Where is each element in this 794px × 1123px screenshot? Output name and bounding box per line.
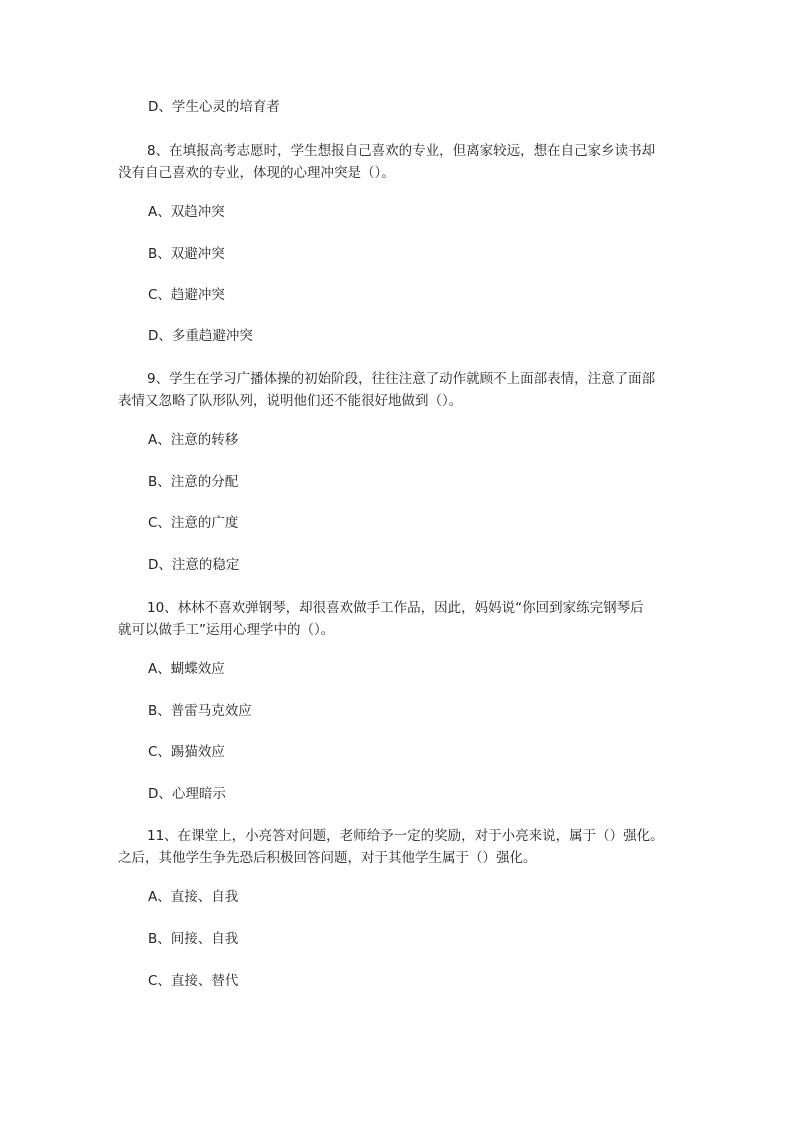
question-8	[118, 140, 678, 184]
question-11-line-2: 之后，其他学生争先恐后积极回答问题，对于其他学生属于（）强化。	[118, 850, 537, 866]
question-9	[118, 368, 678, 412]
option-b: B、注意的分配	[148, 474, 239, 490]
question-10-line-1: 10、林林不喜欢弹钢琴，却很喜欢做手工作品，因此，妈妈说“你回到家练完钢琴后	[147, 600, 644, 616]
option-d: D、注意的稳定	[148, 557, 240, 573]
option-d: D、学生心灵的培育者	[148, 99, 280, 115]
option-a: A、蝴蝶效应	[148, 661, 225, 677]
option-c: C、注意的广度	[148, 515, 239, 531]
option-c: C、踢猫效应	[148, 744, 225, 760]
option-d: D、多重趋避冲突	[148, 328, 253, 344]
question-8-line-2: 没有自己喜欢的专业，体现的心理冲突是（）。	[118, 165, 395, 181]
option-b: B、双避冲突	[148, 246, 225, 262]
question-9-line-1: 9、学生在学习广播体操的初始阶段，往往注意了动作就顾不上面部表情，注意了面部	[147, 371, 656, 387]
question-9-line-2: 表情又忽略了队形队列，说明他们还不能很好地做到（）。	[118, 393, 463, 409]
option-a: A、直接、自我	[148, 889, 239, 905]
option-a: A、注意的转移	[148, 432, 239, 448]
question-11	[118, 825, 678, 869]
question-10-line-2: 就可以做手工”运用心理学中的（）。	[118, 622, 335, 638]
question-8-line-1: 8、在填报高考志愿时，学生想报自己喜欢的专业，但离家较远，想在自己家乡读书却	[147, 143, 656, 159]
option-b: B、普雷马克效应	[148, 703, 252, 719]
option-a: A、双趋冲突	[148, 204, 225, 220]
option-b: B、间接、自我	[148, 931, 239, 947]
question-10	[118, 597, 678, 641]
option-c: C、趋避冲突	[148, 287, 225, 303]
option-d: D、心理暗示	[148, 786, 226, 802]
option-c: C、直接、替代	[148, 973, 239, 989]
question-11-line-1: 11、在课堂上，小亮答对问题，老师给予一定的奖励，对于小亮来说，属于（）强化。	[147, 828, 664, 844]
